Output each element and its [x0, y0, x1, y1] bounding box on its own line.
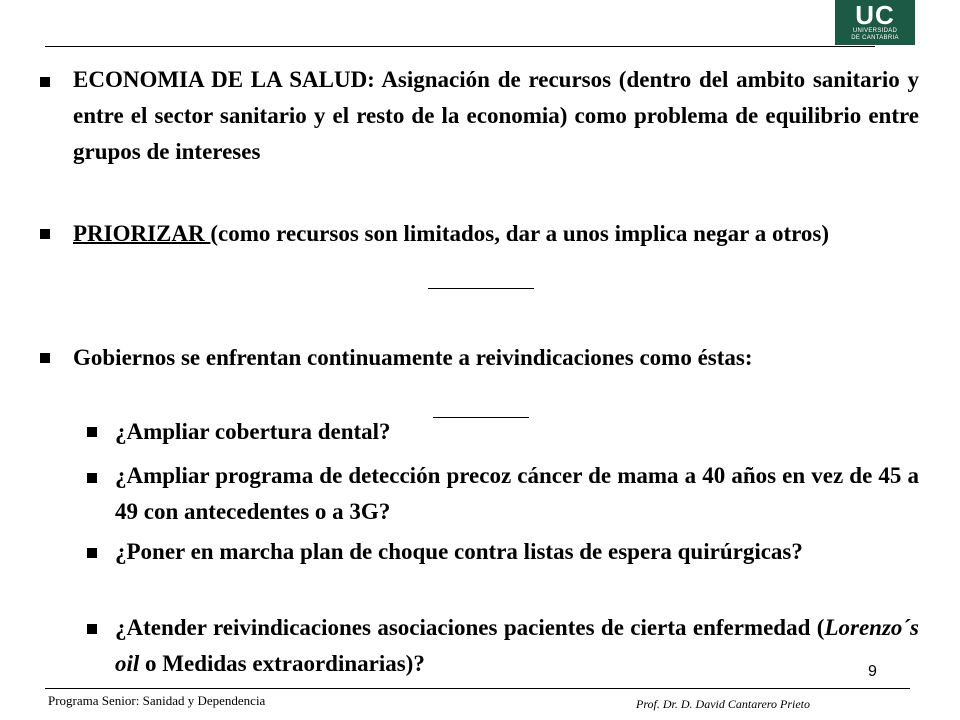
- sub4-post: o Medidas extraordinarias)?: [139, 651, 425, 676]
- logo-uc-text: UC: [855, 0, 895, 30]
- top-rule: [45, 46, 875, 47]
- sub-bullet-mama: ¿Ampliar programa de detección precoz cáncer de mama a 40 años en vez de 45 a 49 con antecedentes o a 3G?: [115, 463, 919, 524]
- page-number: 9: [868, 663, 877, 680]
- sub-bullet-asociaciones: [115, 610, 919, 682]
- priorizar-underlined: PRIORIZAR: [73, 221, 211, 246]
- bullet-square-icon: [87, 427, 97, 437]
- footer-author: Prof. Dr. D. David Cantarero Prieto: [636, 697, 810, 711]
- bullet-economia-salud: ECONOMIA DE LA SALUD: Asignación de recursos (dentro del ambito sanitario y entre el sector sanitario y el resto de la economia) como problema de equilibrio entre grupos de intereses: [73, 67, 919, 164]
- sub4-italic: Lorenzo´s oil: [115, 615, 919, 676]
- logo-line2: DE CANTABRIA: [851, 35, 899, 41]
- bullet-square-icon: [40, 353, 50, 363]
- bullet-square-icon: [40, 229, 50, 239]
- bullet-square-icon: [87, 548, 97, 558]
- bullet-square-icon: [87, 624, 97, 634]
- bullet-priorizar: [73, 216, 919, 252]
- decorative-line: [428, 288, 534, 289]
- bullet-square-icon: [40, 77, 50, 87]
- sub4-pre: ¿Atender reivindicaciones asociaciones pacientes de cierta enfermedad (: [115, 615, 825, 640]
- footer-program: Programa Senior: Sanidad y Dependencia: [48, 693, 266, 708]
- priorizar-rest: (como recursos son limitados, dar a unos implica negar a otros): [210, 221, 830, 246]
- sub-bullet-listas-espera: ¿Poner en marcha plan de choque contra listas de espera quirúrgicas?: [115, 539, 803, 564]
- bottom-rule: [45, 688, 910, 689]
- sub-bullet-dental: ¿Ampliar cobertura dental?: [115, 419, 391, 444]
- bullet-gobiernos: Gobiernos se enfrentan continuamente a reivindicaciones como éstas:: [73, 345, 753, 370]
- university-logo: [835, 0, 915, 45]
- logo-line1: UNIVERSIDAD: [852, 28, 898, 34]
- bullet-square-icon: [87, 473, 97, 483]
